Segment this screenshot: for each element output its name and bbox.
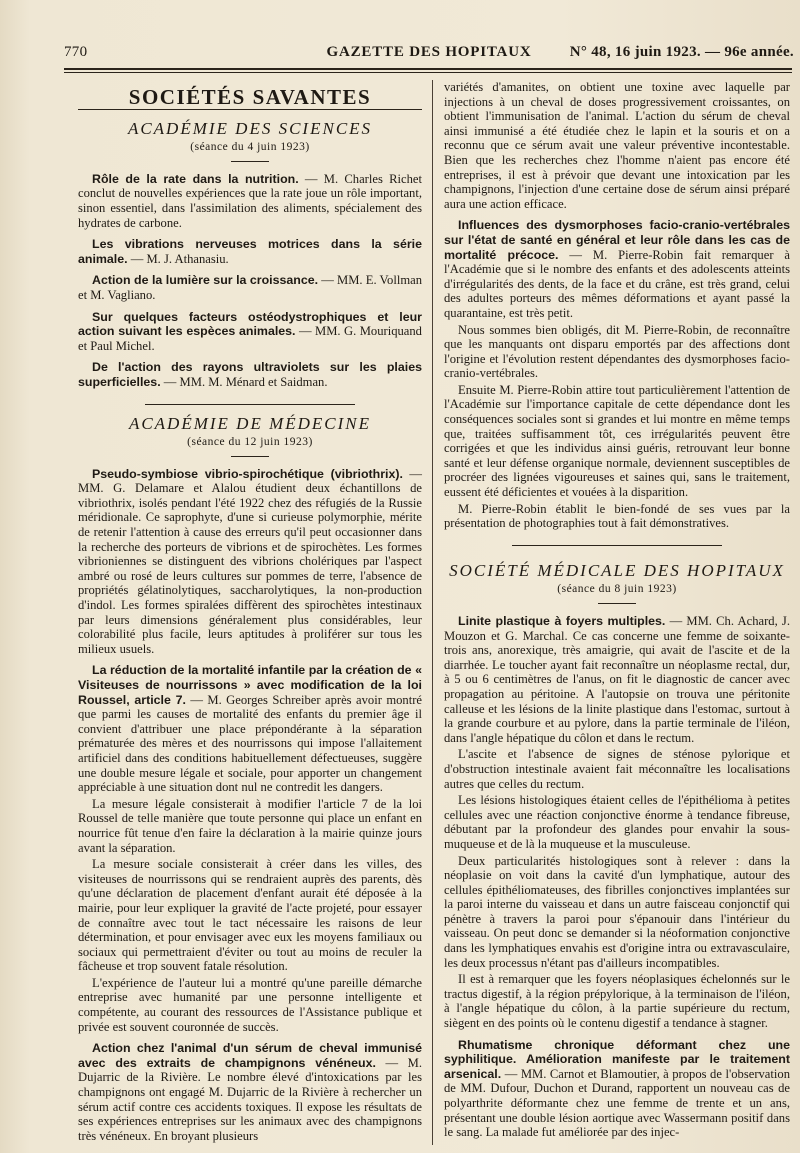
article-paragraph: La mesure légale consisterait à modifier l'article 7 de la loi Roussel de telle manière que toute personne qui place un enfant en nourrice fût tenue d'en faire la déclaration à la mairie quinze jours avant la séparation. — [78, 796, 422, 855]
article-paragraph: Ensuite M. Pierre-Robin attire tout particulièrement l'attention de l'Académie sur l'importance capitale de cette dépendance dont les conséquences sociales sont si grandes et lui montre en même temps que, traitées suffisamment tôt, ces irrégularités peuvent être corrigées et que les individus ainsi guéris, retrouvant leur bonne santé et leur défense organique normale, deviennent susceptibles de procréer des lignées vigoureuses et saines qui, sans le traitement, eussent été déficientes et vouées à la disparition. — [444, 382, 790, 500]
academy-medecine-heading: ACADÉMIE DE MÉDECINE — [128, 413, 372, 433]
article-title: Linite plastique à foyers multiples. — [458, 614, 666, 628]
seance-date: (séance du 4 juin 1923) — [190, 141, 310, 154]
page-header — [64, 44, 794, 64]
article-title: Les vibrations nerveuses motrices dans la série animale. — [78, 237, 422, 266]
article-text: — MM. Carnot et Blamoutier, à propos de l'observation de MM. Dufour, Duchon et Durand, rapportent un nouveau cas de polyarthrite déformante chez une femme de trente et un ans, présentant une double lésion aortique avec Wassermann positif dans le sang. La malade fut améliorée par des injec- — [444, 1066, 790, 1140]
article-title: Pseudo-symbiose vibrio-spirochétique (vibriothrix). — [92, 466, 403, 481]
article-paragraph: L'ascite et l'absence de signes de sténose pylorique et d'obstruction intestinale avaient fait méconnaître les localisations autres que celles du rectum. — [444, 747, 790, 791]
article-text: — MM. G. Mouriquand et Paul Michel. — [78, 324, 422, 353]
article-paragraph: Nous sommes bien obligés, dit M. Pierre-Robin, de reconnaître que les manquants ont disparu emportés par des affections dont l'origine et l'évolution restent dépendantes des dysmorphoses facio-cranio-vertébrales. — [444, 322, 790, 381]
right-column — [444, 80, 790, 1147]
short-rule — [231, 161, 269, 162]
short-rule — [231, 456, 269, 457]
seance-date: (séance du 12 juin 1923) — [187, 436, 313, 449]
article-entry — [78, 663, 422, 794]
article-entry — [78, 237, 422, 266]
article-entry — [78, 172, 422, 230]
article-title: Action de la lumière sur la croissance. — [92, 273, 319, 288]
article-text: — MM. G. Delamare et Alalou étudient deux échantillons de vibriothrix, isolés pendant l'été 1922 chez des réfugiés de la Russie méridionale. Ce saprophyte, d'une si curieuse polymorphie, mérite de retenir l'attention à cause des erreurs qu'il peut occasionner dans la recherche des porteurs de vibrions et de spirochètes. Les formes vibrioniennes se distinguent des vibrions cholériques par l'aspect ambré ou rosé de leurs cultures sur pommes de terre, l'absence de propriétés gélatinolytiques, saccharolytiques, la non-production d'indol. Les formes spiralées diffèrent des spirochètes intestinaux par leurs dimensions généralement plus considérables, leur colorabilité plus facile, leurs aptitudes à proliférer sur tous les milieux usuels. — [78, 466, 422, 656]
article-entry — [78, 1041, 422, 1143]
article-text: — M. J. Athanasiu. — [127, 251, 229, 266]
left-column — [78, 84, 422, 1150]
article-paragraph: L'expérience de l'auteur lui a montré qu'une pareille démarche entreprise avec humanité par une personne intelligente et compétente, au courant des ressources de l'Assistance publique et privée est souvent couronnée de succès. — [78, 975, 422, 1034]
article-entry — [78, 310, 422, 354]
article-title: De l'action des rayons ultraviolets sur les plaies superficielles. — [78, 360, 422, 389]
article-entry — [78, 360, 422, 389]
journal-title: GAZETTE DES HOPITAUX — [326, 44, 532, 60]
issue-info: N° 48, 16 juin 1923. — 96e année. — [569, 44, 794, 60]
article-text: — M. Dujarric de la Rivière. Le nombre élevé d'intoxications par les champignons ont engagé M. Dujarric de la Rivière à rechercher un sérum actif contre ces accidents toxiques. Il expose les résultats de ses expériences entreprises sur les animaux avec des champignons très vénéneux. En broyant plusieurs — [78, 1055, 422, 1143]
article-entry — [444, 1038, 790, 1140]
header-rule — [64, 68, 792, 70]
article-title: La réduction de la mortalité infantile par la création de « Visiteuses de nourrissons » avec modification de la loi Roussel, article 7. — [78, 663, 422, 707]
article-text: — M. Charles Richet conclut de nouvelles expériences que la rate joue un rôle important, sinon essentiel, dans l'assimilation des aliments, spécialement des hydrates de carbone. — [78, 171, 422, 230]
article-text: — M. Georges Schreiber après avoir montré que parmi les causes de mortalité des enfants du premier âge il convient d'attribuer une place prépondérante à la séparation prématurée des mères et des nourrissons qui impose l'allaitement artificiel dans des conditions habituellement défectueuses, suggère une double mesure légale et sociale, pour apporter un changement appréciable à une situation dont nul ne contredit les dangers. — [78, 692, 422, 795]
column-divider — [432, 80, 433, 1145]
article-paragraph: variétés d'amanites, on obtient une toxine avec laquelle par injections à un cheval de doses progressivement croissantes, on obtient l'immunisation de l'animal. L'action du sérum de cheval ainsi immunisé a été étudiée chez le lapin et la souris et on a reconnu que ce sérum avait une valeur préventive incontestable. Bien que les recherches chez l'homme n'aient pas encore été entreprises, il est à prévoir que devant une intoxication par les champignons, l'injection d'une certaine dose de sérum ainsi préparé aura une action efficace. — [444, 80, 790, 211]
short-rule — [598, 603, 636, 604]
seance-date: (séance du 8 juin 1923) — [557, 583, 677, 596]
article-text: — MM. M. Ménard et Saidman. — [160, 374, 328, 389]
academy-sciences-heading: ACADÉMIE DES SCIENCES — [127, 118, 373, 138]
article-paragraph: La mesure sociale consisterait à créer dans les villes, des visiteuses de nourrissons qui se rendraient auprès des parents, dès qu'une déclaration de placement d'enfant aurait été déposée à la mairie, pour leur expliquer la gravité de l'acte projeté, pour essayer de connaître avec tout le tact nécessaire les raisons de leur détermination, et pour envisager avec eux les moyens familiaux ou sociaux qui permettraient d'éviter ou tout au moins de reculer la fâcheuse et trop souvent fatale résolution. — [78, 857, 422, 974]
article-paragraph: Les lésions histologiques étaient celles de l'épithélioma à petites cellules avec une réaction conjonctive énorme à tendance fibreuse, débutant par la profondeur des glandes pour envahir la sous-muqueuse et de là la muqueuse et la musculeuse. — [444, 793, 790, 851]
article-entry — [444, 614, 790, 745]
section-title: SOCIÉTÉS SAVANTES — [128, 85, 372, 109]
article-paragraph: M. Pierre-Robin établit le bien-fondé de ses vues par la présentation de photographies tout à fait démonstratives. — [444, 501, 790, 531]
article-text: — MM. E. Vollman et M. Vagliano. — [78, 273, 422, 302]
article-title: Rôle de la rate dans la nutrition. — [92, 171, 299, 186]
header-rule-thin — [64, 72, 792, 73]
article-text: — M. Pierre-Robin fait remarquer à l'Académie que si le nombre des enfants et des adolescents atteints d'irrégularités des dents, de la face et du crâne, est très grand, celui des adultes porteurs des mêmes déformations et ayant passé la quarantaine, est très petit. — [444, 247, 790, 320]
article-title: Rhumatisme chronique déformant chez une syphilitique. Amélioration manifeste par le traitement arsenical. — [444, 1037, 790, 1081]
separator-rule — [145, 404, 355, 405]
article-paragraph: Il est à remarquer que les foyers néoplasiques échelonnés sur le tractus digestif, à la région prépylorique, à la terminaison de l'iléon, à l'angle hépatique du côlon, à la partie supérieure du rectum, siègent en des points où le contenu digestif a tendance à stagner. — [444, 972, 790, 1031]
separator-rule — [512, 545, 722, 546]
article-title: Action chez l'animal d'un sérum de cheval immunisé avec des extraits de champignons vénéneux. — [78, 1041, 422, 1070]
societe-medicale-heading: SOCIÉTÉ MÉDICALE DES HOPITAUX — [449, 560, 785, 580]
article-text: — MM. Ch. Achard, J. Mouzon et G. Marchal. Ce cas concerne une femme de soixante-trois ans, anorexique, très amaigrie, qui avait de l'ascite et de la diarrhée. Le toucher ayant fait reconnaître un néoplasme rectal, dur, à 5 ou 6 centimètres de l'anus, on fit le diagnostic de cancer avec propagation au péritoine. A l'autopsie on trouva une péritonite calleuse et les lésions de la linite plastique dans l'estomac, surtout à la grande courbure et au pylore, dans la partie terminale de l'iléon, dans l'angle hépatique du côlon et dans le rectum. — [444, 614, 790, 745]
article-paragraph: Deux particularités histologiques sont à relever : dans la néoplasie on voit dans la cavité d'un lymphatique, autour des cellules épithéliomateuses, des fibrilles conjonctives implantées sur la paroi interne du vaisseau et dans un autre faisceau conjonctif qui pénètre à travers la paroi pour s'épanouir dans l'intérieur du vaisseau. On peut donc se demander si la néoformation conjonctive dans les lymphatiques envahis est d'origine intra ou extravasculaire, les deux processus n'étant pas d'ailleurs incompatibles. — [444, 853, 790, 970]
article-entry — [78, 273, 422, 302]
article-entry — [78, 467, 422, 657]
page-number: 770 — [64, 44, 88, 60]
article-title: Influences des dysmorphoses facio-cranio-vertébrales sur l'état de santé en général et leur rôle dans les cas de mortalité précoce. — [444, 218, 790, 262]
article-entry — [444, 218, 790, 320]
article-title: Sur quelques facteurs ostéodystrophiques et leur action suivant les espèces animales. — [78, 309, 422, 339]
